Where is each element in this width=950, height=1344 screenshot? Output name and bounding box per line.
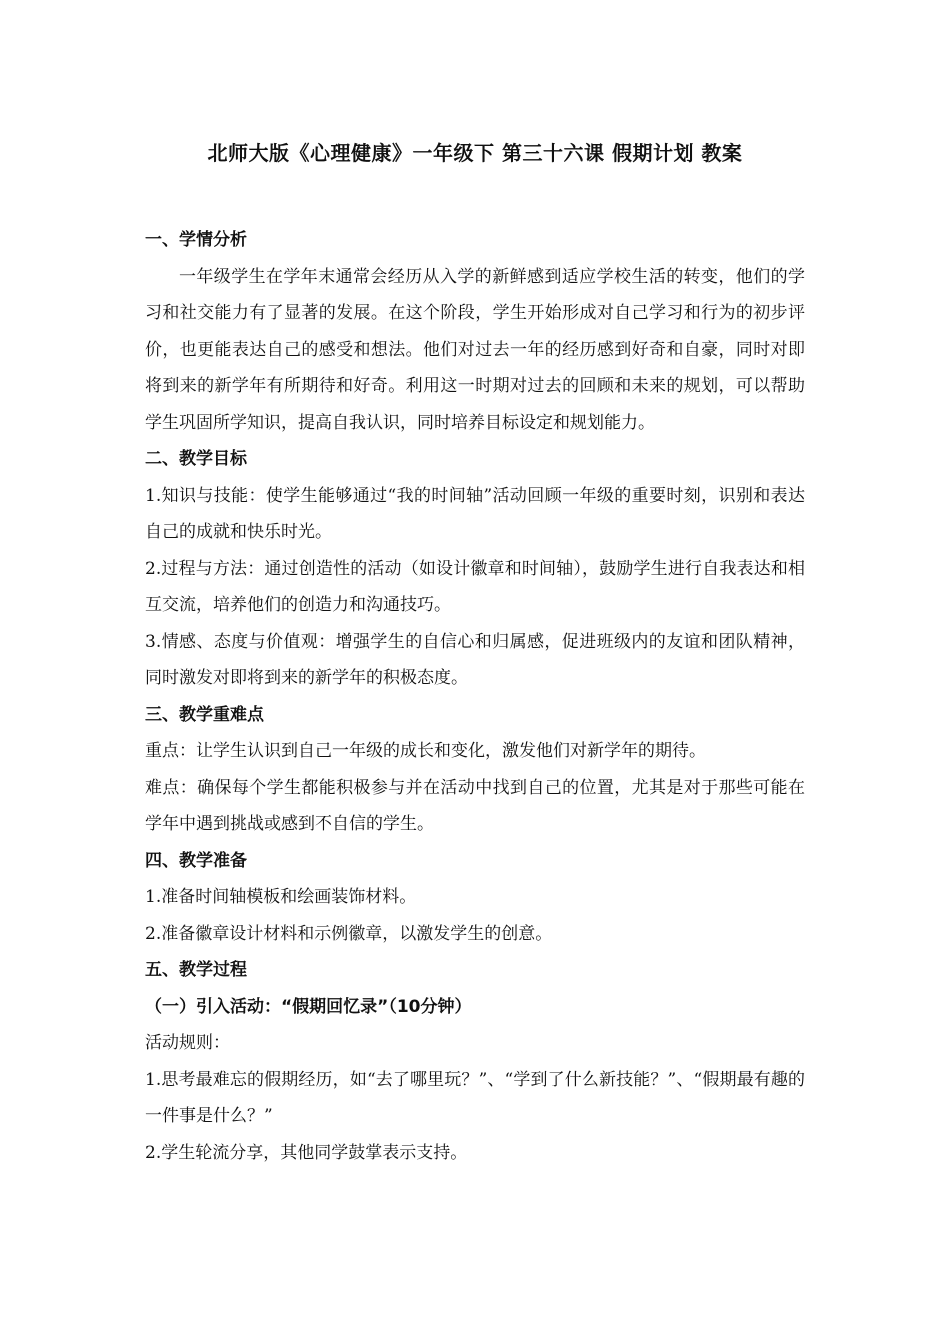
analysis-paragraph: 一年级学生在学年末通常会经历从入学的新鲜感到适应学校生活的转变，他们的学习和社交能力有了显著的发展。在这个阶段，学生开始形成对自己学习和行为的初步评价，也更能表达自己的感受和想法。他们对过去一年的经历感到好奇和自豪，同时对即将到来的新学年有所期待和好奇。利用这一时期对过去的回顾和未来的规划，可以帮助学生巩固所学知识，提高自我认识，同时培养目标设定和规划能力。 (145, 266, 805, 433)
document-title: 北师大版《心理健康》一年级下 第三十六课 假期计划 教案 (207, 141, 743, 165)
preparation-item: 2.准备徽章设计材料和示例徽章，以激发学生的创意。 (145, 923, 553, 944)
section-heading-analysis: 一、学情分析 (145, 230, 247, 250)
key-point-item: 难点：确保每个学生都能积极参与并在活动中找到自己的位置，尤其是对于那些可能在学年中遇到挑战或感到不自信的学生。 (145, 777, 805, 834)
document-body (145, 222, 805, 1171)
activity-rule-item: 2.学生轮流分享，其他同学鼓掌表示支持。 (145, 1142, 468, 1163)
objective-item: 3.情感、态度与价值观：增强学生的自信心和归属感，促进班级内的友谊和团队精神，同时激发对即将到来的新学年的积极态度。 (145, 631, 805, 688)
objective-item: 1.知识与技能：使学生能够通过“我的时间轴”活动回顾一年级的重要时刻，识别和表达自己的成就和快乐时光。 (145, 485, 805, 542)
activity-rule-item: 1.思考最难忘的假期经历，如“去了哪里玩？”、“学到了什么新技能？”、“假期最有趣的一件事是什么？” (145, 1069, 805, 1126)
preparation-item: 1.准备时间轴模板和绘画装饰材料。 (145, 887, 417, 907)
activity-rules-label: 活动规则： (145, 1033, 230, 1053)
activity-subheading: （一）引入活动：“假期回忆录”（10分钟） (145, 996, 472, 1017)
section-heading-process: 五、教学过程 (145, 960, 247, 980)
section-heading-key-points: 三、教学重难点 (145, 704, 264, 725)
key-point-item: 重点：让学生认识到自己一年级的成长和变化，激发他们对新学年的期待。 (145, 741, 706, 761)
objective-item: 2.过程与方法：通过创造性的活动（如设计徽章和时间轴），鼓励学生进行自我表达和相互交流，培养他们的创造力和沟通技巧。 (145, 558, 805, 615)
section-heading-preparation: 四、教学准备 (145, 850, 247, 871)
section-heading-objectives: 二、教学目标 (145, 449, 247, 469)
